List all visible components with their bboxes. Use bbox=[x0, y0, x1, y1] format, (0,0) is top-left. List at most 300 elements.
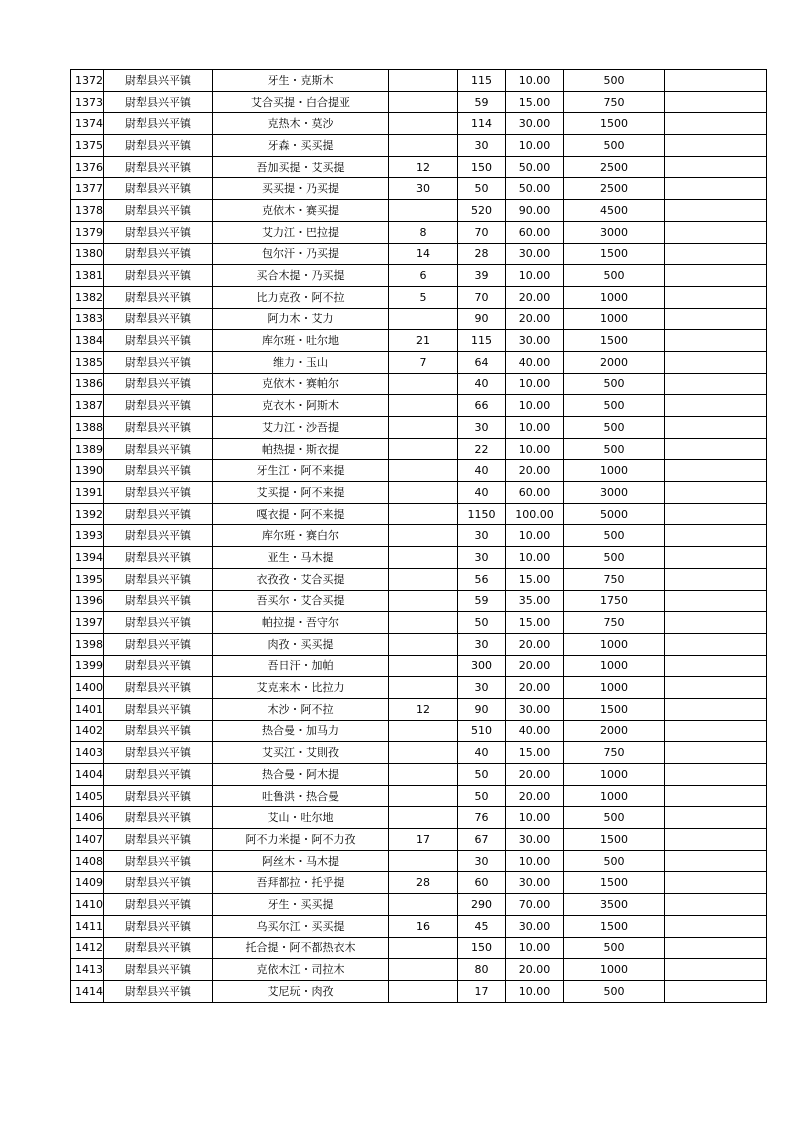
township-cell: 尉犁县兴平镇 bbox=[104, 482, 213, 504]
col-d-cell: 1000 bbox=[564, 460, 665, 482]
col-d-cell: 500 bbox=[564, 980, 665, 1002]
col-c-cell: 20.00 bbox=[506, 677, 564, 699]
table-row bbox=[71, 720, 767, 742]
col-c-cell: 20.00 bbox=[506, 308, 564, 330]
col-c-cell: 30.00 bbox=[506, 915, 564, 937]
row-number-cell: 1381 bbox=[71, 265, 104, 287]
table-body bbox=[71, 70, 767, 1003]
col-a-cell bbox=[389, 438, 458, 460]
table-row bbox=[71, 915, 767, 937]
name-cell: 克依木・赛买提 bbox=[213, 200, 389, 222]
name-cell: 库尔班・吐尔地 bbox=[213, 330, 389, 352]
col-e-cell bbox=[665, 590, 767, 612]
col-b-cell: 150 bbox=[458, 156, 506, 178]
col-a-cell bbox=[389, 373, 458, 395]
col-e-cell bbox=[665, 200, 767, 222]
row-number-cell: 1388 bbox=[71, 417, 104, 439]
col-a-cell bbox=[389, 633, 458, 655]
col-b-cell: 40 bbox=[458, 482, 506, 504]
row-number-cell: 1405 bbox=[71, 785, 104, 807]
township-cell: 尉犁县兴平镇 bbox=[104, 503, 213, 525]
col-c-cell: 60.00 bbox=[506, 482, 564, 504]
table-row bbox=[71, 698, 767, 720]
township-cell: 尉犁县兴平镇 bbox=[104, 894, 213, 916]
col-d-cell: 500 bbox=[564, 395, 665, 417]
row-number-cell: 1411 bbox=[71, 915, 104, 937]
col-a-cell: 14 bbox=[389, 243, 458, 265]
col-e-cell bbox=[665, 872, 767, 894]
table-row bbox=[71, 655, 767, 677]
name-cell: 买合木提・乃买提 bbox=[213, 265, 389, 287]
col-c-cell: 10.00 bbox=[506, 135, 564, 157]
col-d-cell: 1000 bbox=[564, 286, 665, 308]
col-e-cell bbox=[665, 503, 767, 525]
col-e-cell bbox=[665, 482, 767, 504]
col-d-cell: 750 bbox=[564, 612, 665, 634]
township-cell: 尉犁县兴平镇 bbox=[104, 438, 213, 460]
table-row bbox=[71, 633, 767, 655]
col-e-cell bbox=[665, 850, 767, 872]
col-c-cell: 20.00 bbox=[506, 785, 564, 807]
col-c-cell: 10.00 bbox=[506, 417, 564, 439]
col-d-cell: 1000 bbox=[564, 655, 665, 677]
name-cell: 艾买提・阿不来提 bbox=[213, 482, 389, 504]
col-b-cell: 300 bbox=[458, 655, 506, 677]
table-row bbox=[71, 265, 767, 287]
col-d-cell: 1000 bbox=[564, 764, 665, 786]
col-a-cell: 6 bbox=[389, 265, 458, 287]
col-c-cell: 20.00 bbox=[506, 286, 564, 308]
row-number-cell: 1414 bbox=[71, 980, 104, 1002]
col-a-cell bbox=[389, 894, 458, 916]
col-e-cell bbox=[665, 937, 767, 959]
col-e-cell bbox=[665, 70, 767, 92]
township-cell: 尉犁县兴平镇 bbox=[104, 568, 213, 590]
row-number-cell: 1391 bbox=[71, 482, 104, 504]
col-a-cell bbox=[389, 655, 458, 677]
col-b-cell: 90 bbox=[458, 698, 506, 720]
name-cell: 亚生・马木提 bbox=[213, 547, 389, 569]
col-d-cell: 500 bbox=[564, 135, 665, 157]
col-b-cell: 30 bbox=[458, 633, 506, 655]
col-d-cell: 500 bbox=[564, 937, 665, 959]
col-c-cell: 60.00 bbox=[506, 221, 564, 243]
col-a-cell bbox=[389, 590, 458, 612]
table-row bbox=[71, 417, 767, 439]
col-c-cell: 30.00 bbox=[506, 698, 564, 720]
col-c-cell: 35.00 bbox=[506, 590, 564, 612]
name-cell: 热合曼・阿木提 bbox=[213, 764, 389, 786]
col-b-cell: 67 bbox=[458, 829, 506, 851]
col-b-cell: 50 bbox=[458, 178, 506, 200]
col-b-cell: 114 bbox=[458, 113, 506, 135]
table-row bbox=[71, 785, 767, 807]
col-a-cell bbox=[389, 980, 458, 1002]
township-cell: 尉犁县兴平镇 bbox=[104, 590, 213, 612]
col-c-cell: 15.00 bbox=[506, 742, 564, 764]
col-e-cell bbox=[665, 178, 767, 200]
col-b-cell: 60 bbox=[458, 872, 506, 894]
col-b-cell: 510 bbox=[458, 720, 506, 742]
col-a-cell bbox=[389, 113, 458, 135]
col-c-cell: 10.00 bbox=[506, 395, 564, 417]
row-number-cell: 1385 bbox=[71, 351, 104, 373]
row-number-cell: 1400 bbox=[71, 677, 104, 699]
col-d-cell: 500 bbox=[564, 438, 665, 460]
col-a-cell bbox=[389, 525, 458, 547]
col-e-cell bbox=[665, 698, 767, 720]
township-cell: 尉犁县兴平镇 bbox=[104, 937, 213, 959]
row-number-cell: 1376 bbox=[71, 156, 104, 178]
col-e-cell bbox=[665, 633, 767, 655]
row-number-cell: 1389 bbox=[71, 438, 104, 460]
row-number-cell: 1372 bbox=[71, 70, 104, 92]
row-number-cell: 1403 bbox=[71, 742, 104, 764]
name-cell: 艾力江・沙吾提 bbox=[213, 417, 389, 439]
col-c-cell: 10.00 bbox=[506, 807, 564, 829]
col-d-cell: 1000 bbox=[564, 785, 665, 807]
township-cell: 尉犁县兴平镇 bbox=[104, 959, 213, 981]
township-cell: 尉犁县兴平镇 bbox=[104, 655, 213, 677]
township-cell: 尉犁县兴平镇 bbox=[104, 395, 213, 417]
col-b-cell: 59 bbox=[458, 91, 506, 113]
name-cell: 艾尼玩・肉孜 bbox=[213, 980, 389, 1002]
col-c-cell: 20.00 bbox=[506, 655, 564, 677]
table-row bbox=[71, 351, 767, 373]
name-cell: 比力克孜・阿不拉 bbox=[213, 286, 389, 308]
col-a-cell: 30 bbox=[389, 178, 458, 200]
col-b-cell: 290 bbox=[458, 894, 506, 916]
name-cell: 牙森・买买提 bbox=[213, 135, 389, 157]
row-number-cell: 1413 bbox=[71, 959, 104, 981]
col-a-cell bbox=[389, 417, 458, 439]
table-row bbox=[71, 395, 767, 417]
col-d-cell: 3000 bbox=[564, 221, 665, 243]
name-cell: 乌买尔江・买买提 bbox=[213, 915, 389, 937]
name-cell: 艾克来木・比拉力 bbox=[213, 677, 389, 699]
township-cell: 尉犁县兴平镇 bbox=[104, 460, 213, 482]
name-cell: 阿力木・艾力 bbox=[213, 308, 389, 330]
col-b-cell: 30 bbox=[458, 135, 506, 157]
col-c-cell: 30.00 bbox=[506, 243, 564, 265]
col-a-cell: 12 bbox=[389, 698, 458, 720]
table-row bbox=[71, 438, 767, 460]
col-e-cell bbox=[665, 308, 767, 330]
col-e-cell bbox=[665, 980, 767, 1002]
row-number-cell: 1398 bbox=[71, 633, 104, 655]
col-e-cell bbox=[665, 612, 767, 634]
col-b-cell: 50 bbox=[458, 785, 506, 807]
col-d-cell: 3000 bbox=[564, 482, 665, 504]
col-b-cell: 76 bbox=[458, 807, 506, 829]
col-b-cell: 22 bbox=[458, 438, 506, 460]
col-c-cell: 10.00 bbox=[506, 70, 564, 92]
col-e-cell bbox=[665, 265, 767, 287]
table-row bbox=[71, 590, 767, 612]
table-row bbox=[71, 460, 767, 482]
col-d-cell: 2000 bbox=[564, 351, 665, 373]
township-cell: 尉犁县兴平镇 bbox=[104, 612, 213, 634]
table-row bbox=[71, 200, 767, 222]
name-cell: 牙生江・阿不来提 bbox=[213, 460, 389, 482]
row-number-cell: 1401 bbox=[71, 698, 104, 720]
col-e-cell bbox=[665, 785, 767, 807]
name-cell: 吾拜都拉・托乎提 bbox=[213, 872, 389, 894]
col-c-cell: 10.00 bbox=[506, 265, 564, 287]
name-cell: 帕热提・斯衣提 bbox=[213, 438, 389, 460]
col-a-cell bbox=[389, 91, 458, 113]
name-cell: 艾买江・艾則孜 bbox=[213, 742, 389, 764]
name-cell: 阿不力米提・阿不力孜 bbox=[213, 829, 389, 851]
table-row bbox=[71, 221, 767, 243]
row-number-cell: 1374 bbox=[71, 113, 104, 135]
name-cell: 嘎衣提・阿不来提 bbox=[213, 503, 389, 525]
col-d-cell: 1500 bbox=[564, 113, 665, 135]
township-cell: 尉犁县兴平镇 bbox=[104, 178, 213, 200]
name-cell: 克依木江・司拉木 bbox=[213, 959, 389, 981]
township-cell: 尉犁县兴平镇 bbox=[104, 135, 213, 157]
col-c-cell: 40.00 bbox=[506, 351, 564, 373]
col-d-cell: 500 bbox=[564, 525, 665, 547]
township-cell: 尉犁县兴平镇 bbox=[104, 221, 213, 243]
table-row bbox=[71, 764, 767, 786]
name-cell: 维力・玉山 bbox=[213, 351, 389, 373]
col-c-cell: 70.00 bbox=[506, 894, 564, 916]
col-e-cell bbox=[665, 915, 767, 937]
col-d-cell: 2000 bbox=[564, 720, 665, 742]
col-d-cell: 1500 bbox=[564, 330, 665, 352]
col-b-cell: 520 bbox=[458, 200, 506, 222]
col-b-cell: 115 bbox=[458, 330, 506, 352]
col-a-cell bbox=[389, 612, 458, 634]
township-cell: 尉犁县兴平镇 bbox=[104, 351, 213, 373]
township-cell: 尉犁县兴平镇 bbox=[104, 525, 213, 547]
col-a-cell bbox=[389, 937, 458, 959]
col-a-cell bbox=[389, 785, 458, 807]
township-cell: 尉犁县兴平镇 bbox=[104, 980, 213, 1002]
township-cell: 尉犁县兴平镇 bbox=[104, 872, 213, 894]
col-c-cell: 10.00 bbox=[506, 373, 564, 395]
township-cell: 尉犁县兴平镇 bbox=[104, 373, 213, 395]
col-c-cell: 15.00 bbox=[506, 91, 564, 113]
col-d-cell: 2500 bbox=[564, 178, 665, 200]
township-cell: 尉犁县兴平镇 bbox=[104, 200, 213, 222]
col-e-cell bbox=[665, 113, 767, 135]
col-a-cell bbox=[389, 200, 458, 222]
col-b-cell: 40 bbox=[458, 460, 506, 482]
col-e-cell bbox=[665, 677, 767, 699]
col-c-cell: 50.00 bbox=[506, 178, 564, 200]
township-cell: 尉犁县兴平镇 bbox=[104, 547, 213, 569]
row-number-cell: 1412 bbox=[71, 937, 104, 959]
col-b-cell: 80 bbox=[458, 959, 506, 981]
township-cell: 尉犁县兴平镇 bbox=[104, 156, 213, 178]
col-c-cell: 30.00 bbox=[506, 113, 564, 135]
name-cell: 艾力江・巴拉提 bbox=[213, 221, 389, 243]
row-number-cell: 1402 bbox=[71, 720, 104, 742]
name-cell: 帕拉提・吾守尔 bbox=[213, 612, 389, 634]
col-e-cell bbox=[665, 829, 767, 851]
col-b-cell: 30 bbox=[458, 417, 506, 439]
col-d-cell: 750 bbox=[564, 91, 665, 113]
row-number-cell: 1377 bbox=[71, 178, 104, 200]
col-b-cell: 30 bbox=[458, 525, 506, 547]
col-c-cell: 20.00 bbox=[506, 764, 564, 786]
col-d-cell: 500 bbox=[564, 265, 665, 287]
row-number-cell: 1409 bbox=[71, 872, 104, 894]
row-number-cell: 1380 bbox=[71, 243, 104, 265]
col-d-cell: 2500 bbox=[564, 156, 665, 178]
row-number-cell: 1399 bbox=[71, 655, 104, 677]
col-b-cell: 30 bbox=[458, 677, 506, 699]
township-cell: 尉犁县兴平镇 bbox=[104, 764, 213, 786]
col-c-cell: 10.00 bbox=[506, 547, 564, 569]
col-b-cell: 17 bbox=[458, 980, 506, 1002]
table-row bbox=[71, 91, 767, 113]
table-row bbox=[71, 807, 767, 829]
table-row bbox=[71, 568, 767, 590]
col-e-cell bbox=[665, 91, 767, 113]
col-e-cell bbox=[665, 243, 767, 265]
name-cell: 艾合买提・白合提亚 bbox=[213, 91, 389, 113]
col-a-cell bbox=[389, 568, 458, 590]
col-b-cell: 28 bbox=[458, 243, 506, 265]
row-number-cell: 1387 bbox=[71, 395, 104, 417]
row-number-cell: 1395 bbox=[71, 568, 104, 590]
col-c-cell: 20.00 bbox=[506, 633, 564, 655]
col-c-cell: 100.00 bbox=[506, 503, 564, 525]
name-cell: 牙生・克斯木 bbox=[213, 70, 389, 92]
col-b-cell: 1150 bbox=[458, 503, 506, 525]
table-row bbox=[71, 286, 767, 308]
data-table bbox=[70, 69, 767, 1003]
name-cell: 买买提・乃买提 bbox=[213, 178, 389, 200]
col-e-cell bbox=[665, 460, 767, 482]
table-row bbox=[71, 156, 767, 178]
col-c-cell: 10.00 bbox=[506, 937, 564, 959]
table-row bbox=[71, 850, 767, 872]
col-a-cell bbox=[389, 135, 458, 157]
col-d-cell: 1500 bbox=[564, 829, 665, 851]
col-c-cell: 20.00 bbox=[506, 460, 564, 482]
col-d-cell: 750 bbox=[564, 742, 665, 764]
table-row bbox=[71, 178, 767, 200]
township-cell: 尉犁县兴平镇 bbox=[104, 265, 213, 287]
table-row bbox=[71, 937, 767, 959]
township-cell: 尉犁县兴平镇 bbox=[104, 785, 213, 807]
row-number-cell: 1394 bbox=[71, 547, 104, 569]
col-e-cell bbox=[665, 286, 767, 308]
row-number-cell: 1375 bbox=[71, 135, 104, 157]
col-b-cell: 70 bbox=[458, 221, 506, 243]
col-a-cell bbox=[389, 482, 458, 504]
name-cell: 牙生・买买提 bbox=[213, 894, 389, 916]
col-d-cell: 1500 bbox=[564, 915, 665, 937]
row-number-cell: 1396 bbox=[71, 590, 104, 612]
col-a-cell bbox=[389, 460, 458, 482]
col-e-cell bbox=[665, 764, 767, 786]
col-d-cell: 4500 bbox=[564, 200, 665, 222]
table-row bbox=[71, 547, 767, 569]
col-c-cell: 15.00 bbox=[506, 612, 564, 634]
table-row bbox=[71, 829, 767, 851]
row-number-cell: 1383 bbox=[71, 308, 104, 330]
township-cell: 尉犁县兴平镇 bbox=[104, 698, 213, 720]
col-e-cell bbox=[665, 547, 767, 569]
col-a-cell bbox=[389, 959, 458, 981]
col-c-cell: 10.00 bbox=[506, 850, 564, 872]
name-cell: 克热木・莫沙 bbox=[213, 113, 389, 135]
name-cell: 吾加买提・艾买提 bbox=[213, 156, 389, 178]
col-a-cell bbox=[389, 720, 458, 742]
col-b-cell: 59 bbox=[458, 590, 506, 612]
table-row bbox=[71, 959, 767, 981]
name-cell: 库尔班・赛白尔 bbox=[213, 525, 389, 547]
table-row bbox=[71, 243, 767, 265]
col-c-cell: 30.00 bbox=[506, 872, 564, 894]
row-number-cell: 1382 bbox=[71, 286, 104, 308]
table-row bbox=[71, 872, 767, 894]
table-row bbox=[71, 980, 767, 1002]
table-row bbox=[71, 482, 767, 504]
col-a-cell bbox=[389, 70, 458, 92]
township-cell: 尉犁县兴平镇 bbox=[104, 286, 213, 308]
col-e-cell bbox=[665, 395, 767, 417]
col-d-cell: 500 bbox=[564, 417, 665, 439]
col-d-cell: 500 bbox=[564, 547, 665, 569]
table-row bbox=[71, 308, 767, 330]
col-b-cell: 30 bbox=[458, 547, 506, 569]
col-c-cell: 15.00 bbox=[506, 568, 564, 590]
col-e-cell bbox=[665, 807, 767, 829]
row-number-cell: 1406 bbox=[71, 807, 104, 829]
col-e-cell bbox=[665, 568, 767, 590]
col-b-cell: 150 bbox=[458, 937, 506, 959]
name-cell: 吐鲁洪・热合曼 bbox=[213, 785, 389, 807]
col-d-cell: 750 bbox=[564, 568, 665, 590]
col-a-cell bbox=[389, 677, 458, 699]
township-cell: 尉犁县兴平镇 bbox=[104, 633, 213, 655]
name-cell: 木沙・阿不拉 bbox=[213, 698, 389, 720]
col-e-cell bbox=[665, 156, 767, 178]
table-row bbox=[71, 612, 767, 634]
row-number-cell: 1408 bbox=[71, 850, 104, 872]
col-e-cell bbox=[665, 330, 767, 352]
table-row bbox=[71, 894, 767, 916]
name-cell: 包尔汗・乃买提 bbox=[213, 243, 389, 265]
col-e-cell bbox=[665, 351, 767, 373]
col-e-cell bbox=[665, 742, 767, 764]
name-cell: 托合提・阿不都热衣木 bbox=[213, 937, 389, 959]
col-c-cell: 30.00 bbox=[506, 829, 564, 851]
township-cell: 尉犁县兴平镇 bbox=[104, 70, 213, 92]
col-d-cell: 1000 bbox=[564, 633, 665, 655]
table-row bbox=[71, 503, 767, 525]
township-cell: 尉犁县兴平镇 bbox=[104, 243, 213, 265]
table-row bbox=[71, 113, 767, 135]
col-d-cell: 500 bbox=[564, 373, 665, 395]
row-number-cell: 1386 bbox=[71, 373, 104, 395]
col-a-cell bbox=[389, 503, 458, 525]
col-b-cell: 50 bbox=[458, 612, 506, 634]
table-row bbox=[71, 742, 767, 764]
col-c-cell: 40.00 bbox=[506, 720, 564, 742]
row-number-cell: 1390 bbox=[71, 460, 104, 482]
col-d-cell: 500 bbox=[564, 850, 665, 872]
col-a-cell: 8 bbox=[389, 221, 458, 243]
name-cell: 肉孜・买买提 bbox=[213, 633, 389, 655]
col-b-cell: 115 bbox=[458, 70, 506, 92]
